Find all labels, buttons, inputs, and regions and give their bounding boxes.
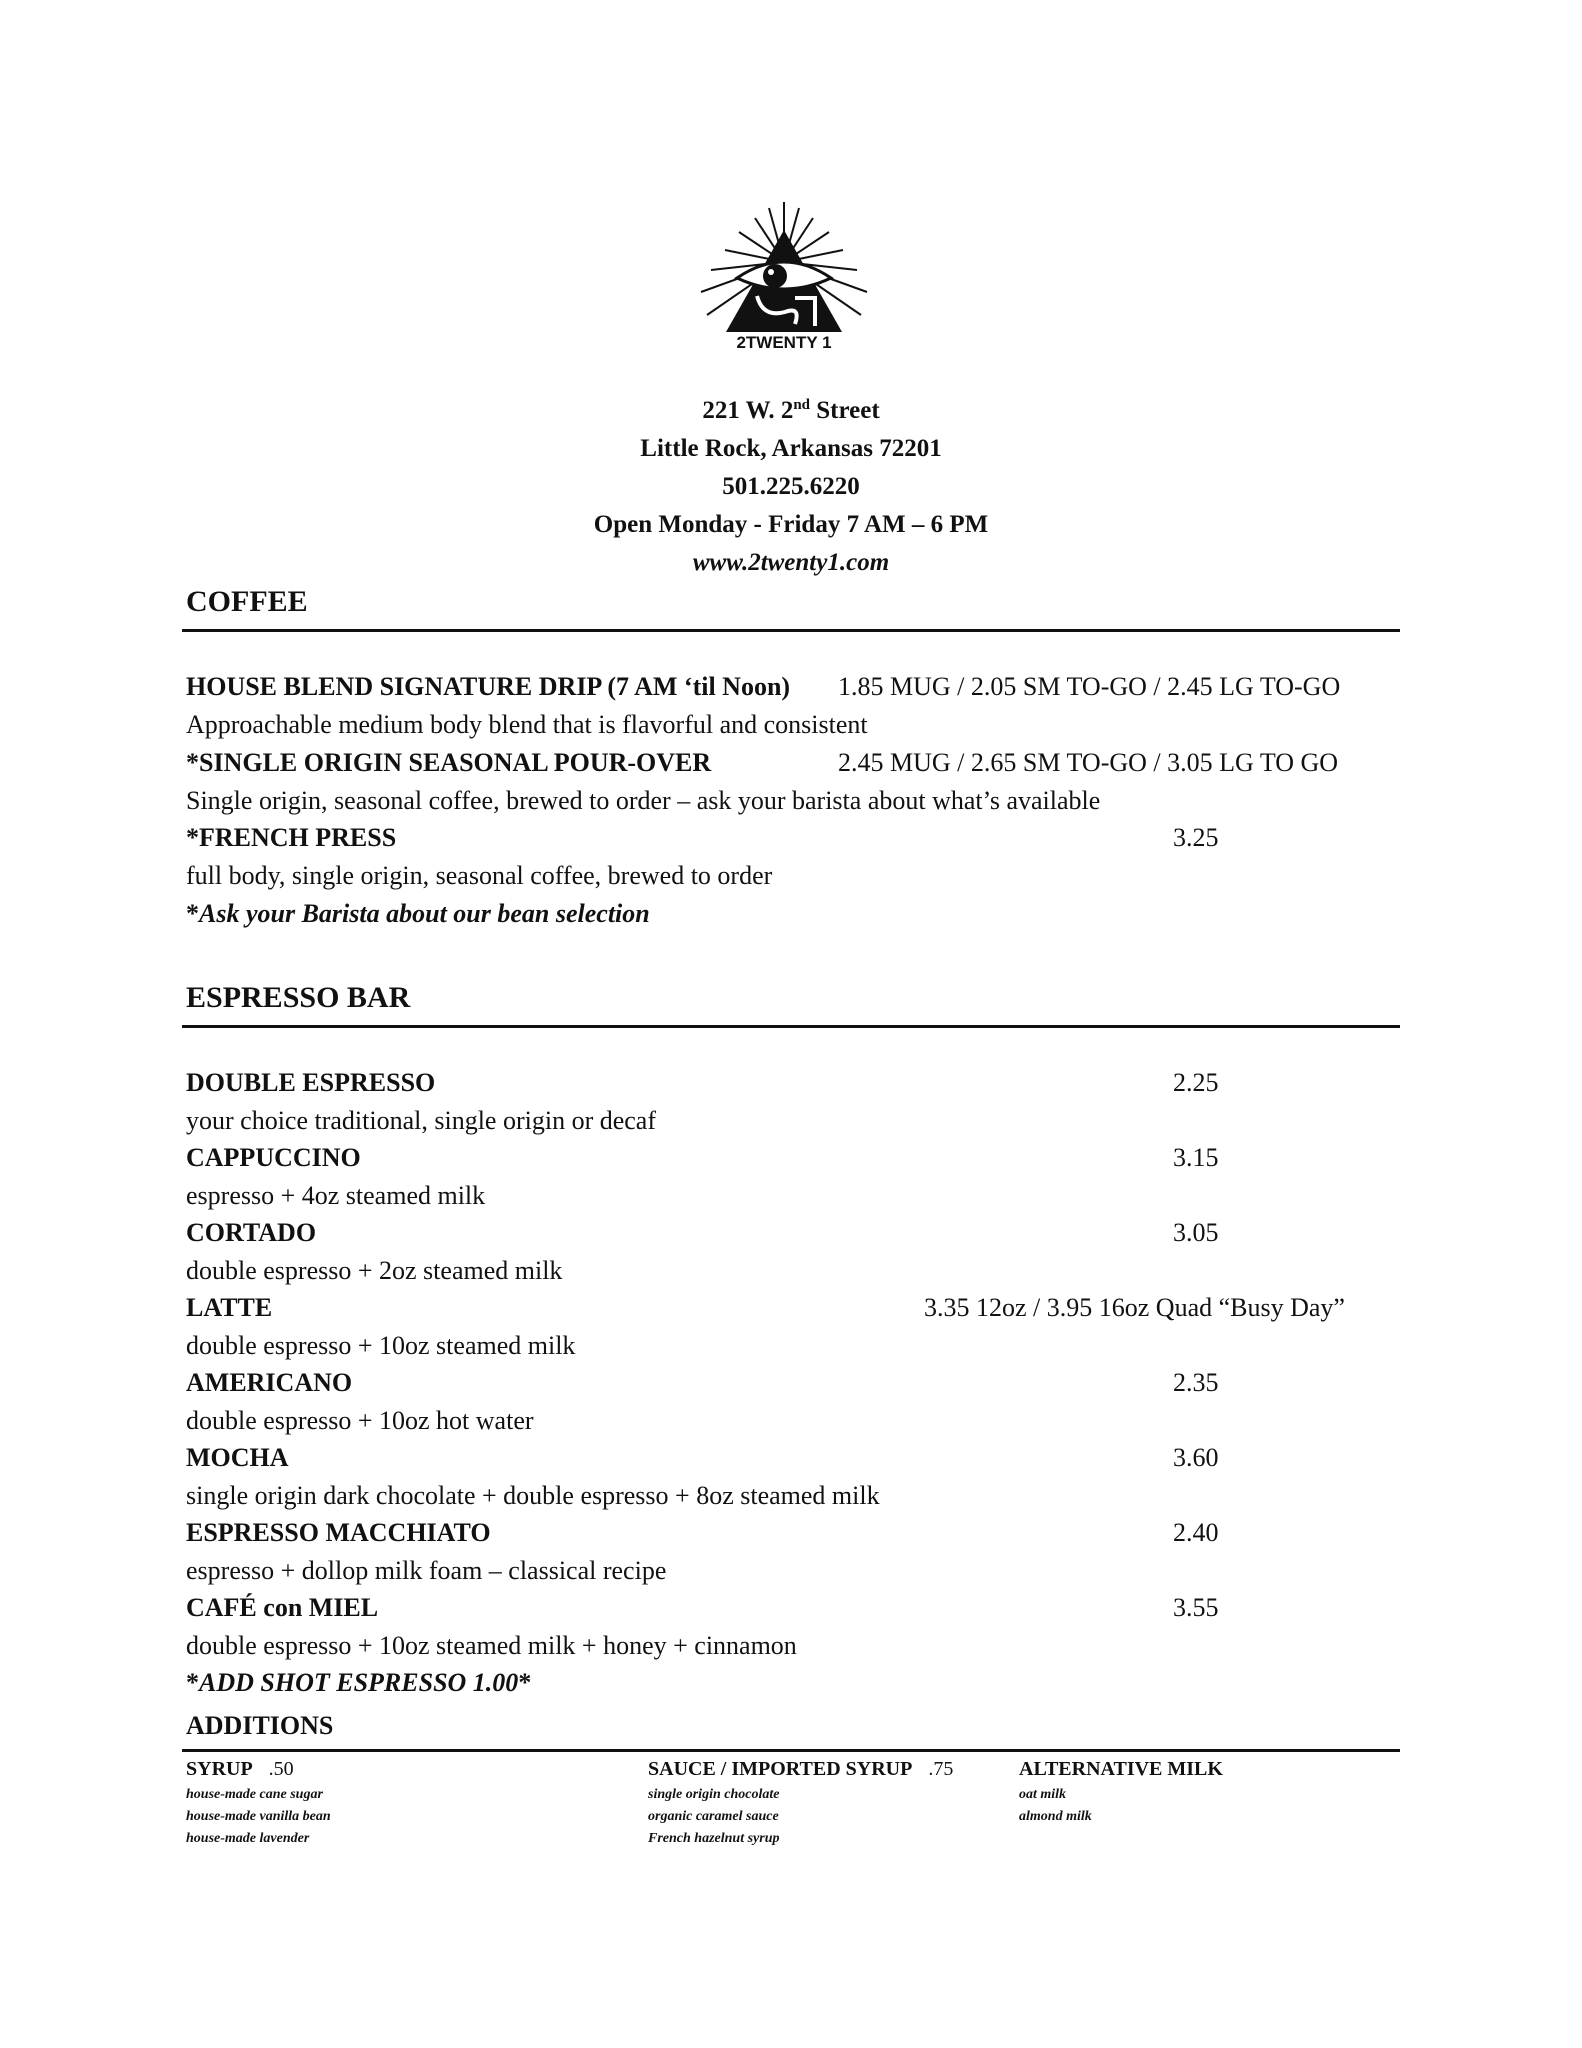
menu-item-price: 2.45 MUG / 2.65 SM TO-GO / 3.05 LG TO GO: [838, 748, 1339, 777]
menu-item-name: MOCHA: [186, 1443, 289, 1472]
menu-item-name: AMERICANO: [186, 1368, 353, 1397]
menu-item-price: 2.40: [1173, 1518, 1219, 1547]
menu-item-price: 3.25: [1173, 823, 1219, 852]
menu-item-name: CAPPUCCINO: [186, 1143, 361, 1172]
list-item: house-made vanilla bean: [186, 1809, 331, 1824]
menu-item-price: 3.05: [1173, 1218, 1219, 1247]
list-item: oat milk: [1019, 1787, 1067, 1802]
list-item: organic caramel sauce: [648, 1809, 779, 1824]
additions-heading: SAUCE / IMPORTED SYRUP .75: [648, 1758, 954, 1780]
list-item: French hazelnut syrup: [648, 1831, 780, 1846]
menu-item-description: double espresso + 2oz steamed milk: [186, 1256, 563, 1285]
menu-item-description: double espresso + 10oz hot water: [186, 1406, 534, 1435]
menu-item-price: 3.35 12oz / 3.95 16oz Quad “Busy Day”: [924, 1293, 1345, 1322]
menu-item-description: Approachable medium body blend that is flavorful and consistent: [186, 710, 868, 739]
menu-item-description: your choice traditional, single origin or decaf: [186, 1106, 657, 1135]
list-item: house-made cane sugar: [186, 1787, 323, 1802]
menu-item-description: Single origin, seasonal coffee, brewed to order – ask your barista about what’s available: [186, 786, 1101, 815]
menu-item-price: 3.60: [1173, 1443, 1219, 1472]
menu-item-description: full body, single origin, seasonal coffee, brewed to order: [186, 861, 773, 890]
menu-item-price: 3.55: [1173, 1593, 1219, 1622]
bean-selection-note: *Ask your Barista about our bean selection: [186, 899, 650, 928]
menu-item-price: 3.15: [1173, 1143, 1219, 1172]
menu-item-name: HOUSE BLEND SIGNATURE DRIP (7 AM ‘til Noon): [186, 672, 791, 701]
website-link[interactable]: www.2twenty1.com: [692, 549, 890, 576]
additions-section-title: ADDITIONS: [186, 1711, 334, 1740]
address-line-1: 221 W. 2nd Street: [702, 397, 880, 424]
phone-number: 501.225.6220: [722, 473, 860, 500]
list-item: house-made lavender: [186, 1831, 310, 1846]
list-item: almond milk: [1019, 1809, 1092, 1824]
additions-heading: ALTERNATIVE MILK: [1019, 1758, 1223, 1780]
espresso-divider: [182, 1025, 1400, 1028]
menu-item-description: double espresso + 10oz steamed milk + honey + cinnamon: [186, 1631, 797, 1660]
coffee-section-title: COFFEE: [186, 585, 308, 618]
additions-list: [186, 1784, 331, 1850]
additions-list: [1019, 1784, 1092, 1828]
address-line-2: Little Rock, Arkansas 72201: [640, 435, 942, 462]
menu-item-description: double espresso + 10oz steamed milk: [186, 1331, 576, 1360]
espresso-section-title: ESPRESSO BAR: [186, 981, 411, 1014]
logo-text: 2TWENTY 1: [736, 333, 832, 350]
menu-item-name: *SINGLE ORIGIN SEASONAL POUR-OVER: [186, 748, 712, 777]
menu-item-name: LATTE: [186, 1293, 273, 1322]
add-shot-note: *ADD SHOT ESPRESSO 1.00*: [186, 1668, 532, 1697]
additions-heading: SYRUP .50: [186, 1758, 294, 1780]
additions-list: [648, 1784, 779, 1850]
menu-item-price: 2.25: [1173, 1068, 1219, 1097]
menu-item-name: *FRENCH PRESS: [186, 823, 397, 852]
menu-item-price: 1.85 MUG / 2.05 SM TO-GO / 2.45 LG TO-GO: [838, 672, 1341, 701]
list-item: single origin chocolate: [648, 1787, 780, 1802]
menu-item-name: DOUBLE ESPRESSO: [186, 1068, 436, 1097]
menu-item-description: single origin dark chocolate + double espresso + 8oz steamed milk: [186, 1481, 880, 1510]
menu-item-description: espresso + 4oz steamed milk: [186, 1181, 486, 1210]
additions-divider: [182, 1749, 1400, 1752]
eye-pyramid-logo: [697, 200, 872, 350]
menu-item-name: CAFÉ con MIEL: [186, 1593, 379, 1622]
menu-item-description: espresso + dollop milk foam – classical recipe: [186, 1556, 667, 1585]
menu-item-name: ESPRESSO MACCHIATO: [186, 1518, 491, 1547]
menu-item-price: 2.35: [1173, 1368, 1219, 1397]
menu-item-name: CORTADO: [186, 1218, 317, 1247]
shop-info: [0, 392, 1582, 582]
coffee-divider: [182, 629, 1400, 632]
opening-hours: Open Monday - Friday 7 AM – 6 PM: [593, 511, 989, 538]
